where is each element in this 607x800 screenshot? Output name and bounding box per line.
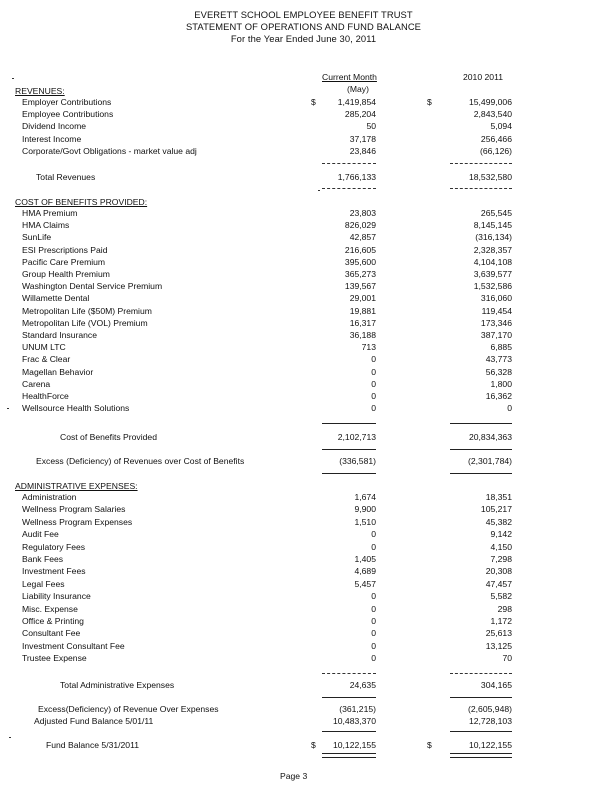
- adjusted-fund-balance-label: Adjusted Fund Balance 5/01/11: [34, 716, 154, 726]
- line-item-label: Misc. Expense: [22, 603, 78, 614]
- line-item-label: Liability Insurance: [22, 591, 91, 602]
- line-item-ytd: 265,545: [480, 208, 512, 218]
- cost-total-label: Cost of Benefits Provided: [60, 432, 157, 442]
- total-rule: [450, 473, 512, 474]
- total-revenues-month: 1,766,133: [337, 172, 376, 182]
- line-item-ytd: 4,104,108: [473, 256, 512, 267]
- line-item-month: 0: [371, 616, 376, 626]
- line-item-label: Metropolitan Life (VOL) Premium: [22, 317, 148, 328]
- line-item-label: UNUM LTC: [22, 342, 66, 353]
- line-item-month: 0: [371, 640, 376, 651]
- line-item-label: Dividend Income: [22, 121, 87, 132]
- total-rule: [450, 449, 512, 450]
- line-item-month: 19,881: [349, 305, 376, 316]
- line-item-ytd: 45,382: [485, 516, 512, 527]
- line-item-label: Carena: [22, 378, 51, 389]
- excess-over-benefits-ytd: (2,301,784): [468, 456, 512, 466]
- currency-symbol: $: [427, 740, 432, 750]
- line-item-label: Employee Contributions: [22, 109, 114, 120]
- line-item-label: Metropolitan Life ($50M) Premium: [22, 305, 152, 316]
- line-item-ytd: 298: [497, 603, 512, 614]
- line-item-ytd: 119,454: [481, 305, 512, 316]
- line-item-month: 23,803: [349, 208, 376, 218]
- line-item-ytd: (66,126): [479, 145, 512, 156]
- column-header-current-month-sub: (May): [347, 84, 369, 94]
- line-item-month: 0: [371, 529, 376, 540]
- subtotal-rule: [450, 731, 512, 732]
- line-item-label: Consultant Fee: [22, 628, 81, 639]
- line-item-label: SunLife: [22, 232, 52, 243]
- line-item-ytd: 70: [502, 653, 512, 664]
- scan-speck: [318, 190, 320, 191]
- section-title-administrative: ADMINISTRATIVE EXPENSES:: [15, 481, 138, 491]
- line-item-month: 1,674: [354, 492, 376, 502]
- line-item-month: 0: [371, 591, 376, 602]
- line-item-ytd: 387,170: [480, 330, 512, 340]
- page-number: Page 3: [280, 771, 308, 781]
- section-title-cost-of-benefits: COST OF BENEFITS PROVIDED:: [15, 197, 148, 207]
- line-item-ytd: 5,094: [490, 121, 512, 132]
- line-item-label: Office & Printing: [22, 616, 84, 626]
- line-item-ytd: 7,298: [490, 554, 512, 564]
- line-item-month: 29,001: [349, 293, 376, 304]
- line-item-ytd: 56,328: [485, 366, 512, 377]
- line-item-month: 9,900: [354, 504, 376, 515]
- line-item-ytd: (316,134): [475, 232, 512, 243]
- line-item-label: Trustee Expense: [22, 653, 87, 664]
- line-item-month: 37,178: [349, 133, 376, 144]
- line-item-ytd: 16,362: [485, 391, 512, 401]
- line-item-month: 1,405: [354, 554, 376, 564]
- column-header-ytd: 2010 2011: [463, 72, 503, 82]
- line-item-month: 4,689: [354, 566, 376, 577]
- report-period: For the Year Ended June 30, 2011: [230, 33, 377, 44]
- line-item-ytd: 18,351: [485, 492, 512, 502]
- column-header-current-month: Current Month: [322, 72, 377, 82]
- admin-total-label: Total Administrative Expenses: [60, 680, 175, 690]
- excess-over-expenses-ytd: (2,605,948): [468, 704, 512, 714]
- line-item-month: 42,857: [349, 232, 376, 243]
- line-item-month: 16,317: [349, 317, 376, 328]
- line-item-ytd: 2,328,357: [473, 244, 512, 255]
- cost-total-month: 2,102,713: [337, 432, 376, 442]
- line-item-label: ESI Prescriptions Paid: [22, 244, 108, 255]
- line-item-month: 0: [371, 653, 376, 664]
- line-item-month: 216,605: [344, 244, 376, 255]
- currency-symbol: $: [311, 740, 316, 750]
- line-item-ytd: 173,346: [480, 317, 512, 328]
- total-rule: [322, 473, 376, 474]
- line-item-label: Investment Consultant Fee: [22, 640, 125, 651]
- line-item-ytd: 6,885: [490, 342, 512, 353]
- line-item-ytd: 4,150: [490, 541, 512, 552]
- line-item-month: 5,457: [354, 578, 376, 589]
- line-item-label: Group Health Premium: [22, 269, 110, 279]
- line-item-ytd: 8,145,145: [473, 220, 512, 231]
- line-item-ytd: 9,142: [490, 529, 512, 540]
- line-item-label: Regulatory Fees: [22, 541, 86, 552]
- line-item-ytd: 316,060: [480, 293, 512, 304]
- line-item-month: 713: [361, 342, 376, 353]
- line-item-label: Magellan Behavior: [22, 366, 94, 377]
- subtotal-rule: [450, 673, 512, 674]
- line-item-label: Administration: [22, 492, 77, 502]
- line-item-ytd: 0: [507, 403, 512, 414]
- section-title-revenues: REVENUES:: [15, 86, 65, 96]
- line-item-month: 139,567: [344, 281, 376, 292]
- excess-over-expenses-label: Excess(Deficiency) of Revenue Over Expenses: [38, 704, 219, 714]
- line-item-ytd: 3,639,577: [473, 269, 512, 279]
- total-rule: [450, 188, 512, 189]
- subtotal-rule: [322, 731, 376, 732]
- line-item-month: 36,188: [349, 330, 376, 340]
- line-item-ytd: 2,843,540: [473, 109, 512, 120]
- line-item-label: Wellsource Health Solutions: [22, 403, 130, 414]
- line-item-month: 0: [371, 366, 376, 377]
- fund-balance-month: 10,122,155: [332, 740, 376, 750]
- total-rule: [322, 697, 376, 698]
- line-item-label: Bank Fees: [22, 554, 64, 564]
- fund-balance-ytd: 10,122,155: [468, 740, 512, 750]
- line-item-month: 0: [371, 391, 376, 401]
- line-item-ytd: 15,499,006: [468, 97, 512, 107]
- line-item-label: Audit Fee: [22, 529, 59, 540]
- subtotal-rule: [450, 423, 512, 424]
- report-subtitle: STATEMENT OF OPERATIONS AND FUND BALANCE: [185, 21, 422, 32]
- line-item-ytd: 1,172: [490, 616, 512, 626]
- total-rule: [322, 188, 376, 189]
- line-item-ytd: 43,773: [485, 354, 512, 365]
- line-item-label: Investment Fees: [22, 566, 86, 577]
- subtotal-rule: [322, 423, 376, 424]
- line-item-ytd: 1,800: [490, 378, 512, 389]
- adjusted-fund-balance-ytd: 12,728,103: [468, 716, 512, 726]
- line-item-month: 826,029: [344, 220, 376, 231]
- line-item-month: 0: [371, 403, 376, 414]
- double-rule: [322, 753, 376, 758]
- line-item-label: Wellness Program Expenses: [22, 516, 133, 527]
- line-item-label: Washington Dental Service Premium: [22, 281, 163, 292]
- line-item-ytd: 256,466: [480, 133, 512, 144]
- excess-over-expenses-month: (361,215): [339, 704, 376, 714]
- line-item-ytd: 5,582: [490, 591, 512, 602]
- line-item-label: Pacific Care Premium: [22, 256, 106, 267]
- line-item-label: Corporate/Govt Obligations - market value adj: [22, 145, 197, 156]
- excess-over-benefits-month: (336,581): [339, 456, 376, 466]
- total-revenues-ytd: 18,532,580: [468, 172, 512, 182]
- line-item-month: 365,273: [344, 269, 376, 279]
- admin-total-ytd: 304,165: [480, 680, 512, 690]
- line-item-month: 23,846: [349, 145, 376, 156]
- line-item-month: 0: [371, 354, 376, 365]
- line-item-ytd: 13,125: [485, 640, 512, 651]
- scan-speck: [9, 737, 11, 738]
- subtotal-rule: [322, 163, 376, 164]
- line-item-ytd: 47,457: [485, 578, 512, 589]
- scan-speck: [12, 78, 14, 79]
- line-item-month: 50: [366, 121, 376, 132]
- line-item-label: Legal Fees: [22, 578, 65, 589]
- total-rule: [450, 697, 512, 698]
- line-item-month: 0: [371, 378, 376, 389]
- line-item-month: 285,204: [344, 109, 376, 120]
- fund-balance-label: Fund Balance 5/31/2011: [46, 740, 140, 750]
- line-item-label: Interest Income: [22, 133, 82, 144]
- line-item-month: 0: [371, 603, 376, 614]
- line-item-label: Wellness Program Salaries: [22, 504, 126, 515]
- total-revenues-label: Total Revenues: [36, 172, 96, 182]
- line-item-label: Standard Insurance: [22, 330, 98, 340]
- currency-symbol: $: [427, 97, 432, 107]
- line-item-ytd: 1,532,586: [473, 281, 512, 292]
- excess-over-benefits-label: Excess (Deficiency) of Revenues over Cost of Benefits: [36, 456, 245, 466]
- line-item-ytd: 20,308: [485, 566, 512, 577]
- currency-symbol: $: [311, 97, 316, 107]
- line-item-label: HMA Premium: [22, 208, 78, 218]
- scan-speck: [7, 408, 9, 409]
- line-item-ytd: 105,217: [480, 504, 512, 515]
- total-rule: [322, 449, 376, 450]
- subtotal-rule: [322, 673, 376, 674]
- line-item-month: 0: [371, 541, 376, 552]
- line-item-label: Frac & Clear: [22, 354, 71, 365]
- report-title: EVERETT SCHOOL EMPLOYEE BENEFIT TRUST: [194, 9, 413, 20]
- line-item-ytd: 25,613: [485, 628, 512, 639]
- line-item-label: Employer Contributions: [22, 97, 112, 107]
- cost-total-ytd: 20,834,363: [468, 432, 512, 442]
- line-item-label: Willamette Dental: [22, 293, 90, 304]
- line-item-month: 0: [371, 628, 376, 639]
- adjusted-fund-balance-month: 10,483,370: [332, 716, 376, 726]
- admin-total-month: 24,635: [349, 680, 376, 690]
- line-item-month: 1,510: [354, 516, 376, 527]
- line-item-label: HMA Claims: [22, 220, 70, 231]
- double-rule: [450, 753, 512, 758]
- subtotal-rule: [450, 163, 512, 164]
- line-item-month: 395,600: [344, 256, 376, 267]
- line-item-label: HealthForce: [22, 391, 69, 401]
- line-item-month: 1,419,854: [337, 97, 376, 107]
